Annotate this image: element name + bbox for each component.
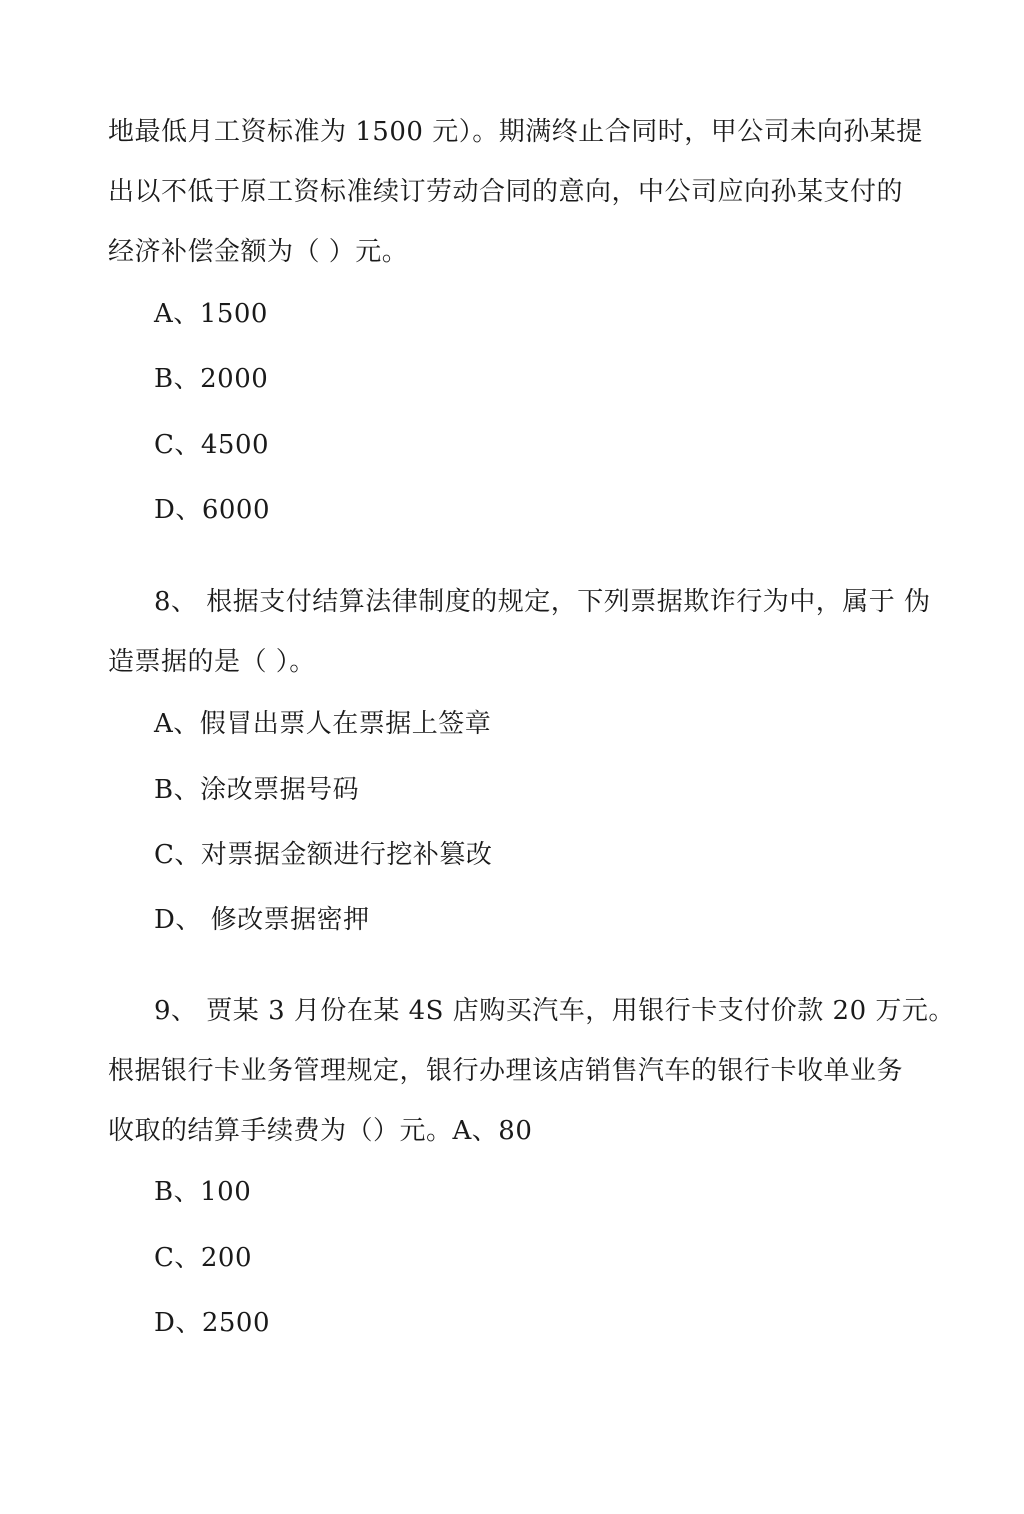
question-7-text-line-1: 地最低月工资标准为 1500 元）。期满终止合同时，甲公司未向孙某提 <box>108 117 923 147</box>
question-9-text-line-1: 9、 贾某 3 月份在某 4S 店购买汽车，用银行卡支付价款 20 万元。 <box>154 996 955 1026</box>
question-8-text-line-1: 8、 根据支付结算法律制度的规定，下列票据欺诈行为中，属于 伪 <box>154 587 931 617</box>
question-9-option-b: B、100 <box>154 1177 252 1207</box>
question-9-option-d: D、2500 <box>154 1308 271 1338</box>
question-8-option-a: A、假冒出票人在票据上签章 <box>154 709 492 739</box>
question-7-option-a: A、1500 <box>154 299 268 329</box>
question-7-option-c: C、4500 <box>154 430 270 460</box>
question-7-option-b: B、2000 <box>154 364 269 394</box>
question-9-text-line-3: 收取的结算手续费为（）元。A、80 <box>108 1116 533 1146</box>
question-9-option-c: C、200 <box>154 1243 253 1273</box>
question-7-text-line-3: 经济补偿金额为（ ）元。 <box>108 237 409 267</box>
question-8-option-c: C、对票据金额进行挖补篡改 <box>154 840 493 870</box>
question-7-option-d: D、6000 <box>154 495 271 525</box>
question-8-text-line-2: 造票据的是（ ）。 <box>108 647 316 677</box>
question-7-text-line-2: 出以不低于原工资标准续订劳动合同的意向，中公司应向孙某支付的 <box>108 177 904 207</box>
question-8-option-b: B、涂改票据号码 <box>154 775 360 805</box>
question-9-text-line-2: 根据银行卡业务管理规定，银行办理该店销售汽车的银行卡收单业务 <box>108 1056 904 1086</box>
question-8-option-d: D、 修改票据密押 <box>154 905 370 935</box>
